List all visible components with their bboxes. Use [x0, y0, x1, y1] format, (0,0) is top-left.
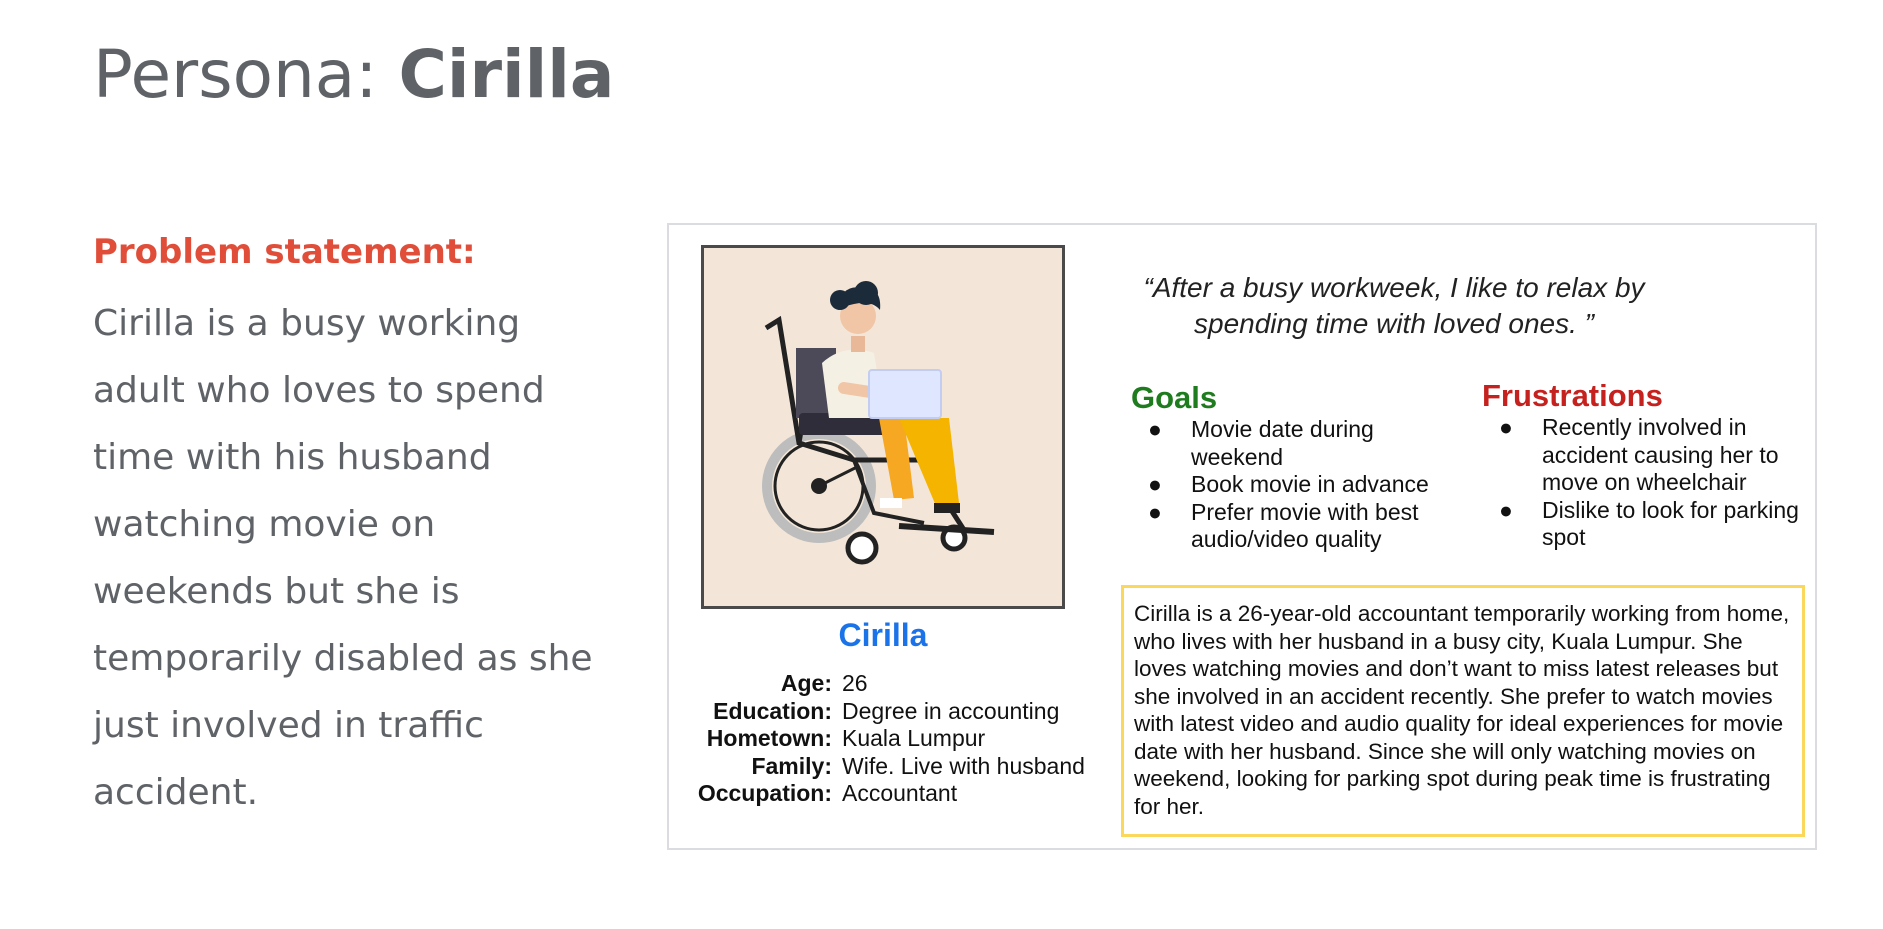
persona-bio: Cirilla is a 26-year-old accountant temporarily working from home, who lives with her husband in a busy city, Kuala Lumpur. She loves watching movies and don’t want to miss latest releases but she involved in an accident recently. She prefer to watch movies with latest video and audio quality for ideal experiences for movie date with her husband. Since she will only watching movies on weekend, looking for parking spot during peak time is frustrating for her.	[1121, 585, 1805, 837]
goal-text: Book movie in advance	[1191, 471, 1429, 497]
info-label: Occupation:	[697, 780, 832, 806]
page-title-name: Cirilla	[398, 36, 615, 113]
info-row-occupation	[689, 780, 1085, 808]
goals-list	[1131, 416, 1461, 554]
info-label: Age:	[780, 670, 832, 696]
info-row-education	[689, 698, 1085, 726]
page-title	[93, 36, 614, 113]
frustration-text: Recently involved in accident causing her to move on wheelchair	[1542, 414, 1779, 495]
info-label: Hometown:	[706, 725, 832, 751]
goal-text: Movie date during weekend	[1191, 416, 1374, 470]
persona-quote: “After a busy workweek, I like to relax by spending time with loved ones. ”	[1143, 272, 1645, 339]
info-value: Accountant	[842, 780, 958, 806]
frustrations-list	[1482, 414, 1812, 552]
info-value: Degree in accounting	[842, 697, 1060, 724]
problem-statement-heading: Problem statement:	[93, 232, 476, 272]
info-value: Wife. Live with husband	[842, 752, 1085, 779]
info-row-family	[689, 753, 1085, 781]
bullet-icon: ●	[1148, 416, 1162, 442]
goal-item	[1131, 416, 1461, 471]
bullet-icon: ●	[1499, 496, 1513, 523]
problem-statement-text: Cirilla is a busy working adult who loves to spend time with his husband watching movie on weekends but she is temporarily disabled as she just involved in traffic accident.	[93, 303, 593, 813]
bullet-icon: ●	[1148, 471, 1162, 497]
persona-card	[667, 223, 1817, 850]
info-label: Education:	[713, 697, 832, 724]
frustration-text: Dislike to look for parking spot	[1542, 496, 1799, 550]
frustrations-heading: Frustrations	[1482, 378, 1663, 413]
persona-info	[689, 670, 1085, 808]
frustrations-section	[1482, 378, 1812, 552]
goal-text: Prefer movie with best audio/video quality	[1191, 498, 1419, 552]
persona-name: Cirilla	[838, 617, 928, 653]
info-row-age	[689, 670, 1085, 698]
info-row-hometown	[689, 725, 1085, 753]
bullet-icon: ●	[1499, 414, 1513, 440]
frustration-item	[1482, 497, 1812, 552]
person-in-wheelchair-icon	[704, 248, 1062, 606]
goal-item	[1131, 471, 1461, 499]
persona-photo	[701, 245, 1065, 609]
page-title-prefix: Persona:	[93, 36, 399, 113]
info-value: Kuala Lumpur	[842, 725, 986, 751]
goals-heading: Goals	[1131, 380, 1218, 415]
info-value: 26	[842, 670, 868, 696]
goal-item	[1131, 499, 1461, 554]
goals-section	[1131, 380, 1461, 554]
bullet-icon: ●	[1148, 498, 1162, 525]
info-label: Family:	[751, 752, 832, 779]
frustration-item	[1482, 414, 1812, 497]
